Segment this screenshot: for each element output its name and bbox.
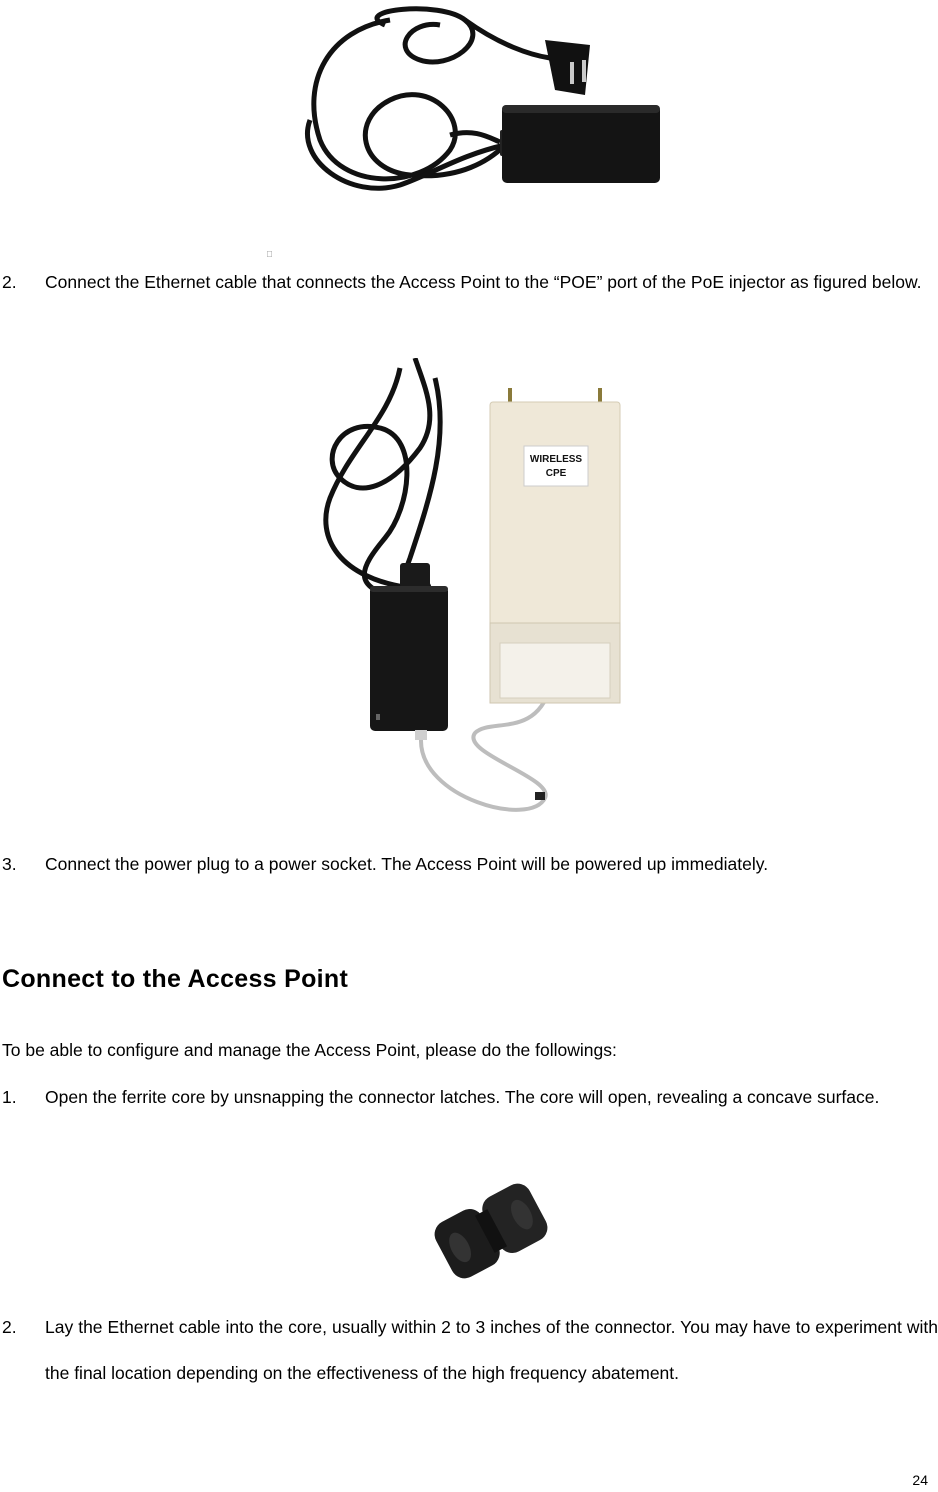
step-text: Open the ferrite core by unsnapping the connector latches. The core will open, revealing a concave surface. [45, 1087, 880, 1107]
device-label-line1: WIRELESS [529, 454, 583, 465]
power-adapter-image [290, 0, 670, 200]
step-number: 3. [2, 854, 17, 874]
ferrite-core-image [420, 1170, 565, 1300]
image-placeholder-mark [267, 244, 272, 250]
step-3-connect-power [0, 841, 938, 887]
step-text: Lay the Ethernet cable into the core, usually within 2 to 3 inches of the connector. You may have to experiment with the final location depending on the effectiveness of the high frequency abatement. [45, 1317, 938, 1383]
step-1-open-ferrite-core [0, 1074, 938, 1166]
step-2-connect-ethernet [0, 259, 938, 351]
step-number: 1. [2, 1087, 17, 1107]
access-point-with-injector-image [300, 358, 660, 828]
step-text: Connect the Ethernet cable that connects the Access Point to the “POE” port of the PoE injector as figured below. [45, 272, 922, 292]
step-number: 2. [2, 1317, 17, 1337]
step-2-lay-cable [0, 1304, 938, 1442]
device-label-line2: CPE [545, 468, 567, 479]
step-text: Connect the power plug to a power socket. The Access Point will be powered up immediately. [45, 854, 769, 874]
section-intro: To be able to configure and manage the Access Point, please do the followings: [2, 1040, 617, 1060]
page-number: 24 [912, 1472, 928, 1488]
step-number: 2. [2, 272, 17, 292]
section-heading: Connect to the Access Point [2, 965, 349, 993]
